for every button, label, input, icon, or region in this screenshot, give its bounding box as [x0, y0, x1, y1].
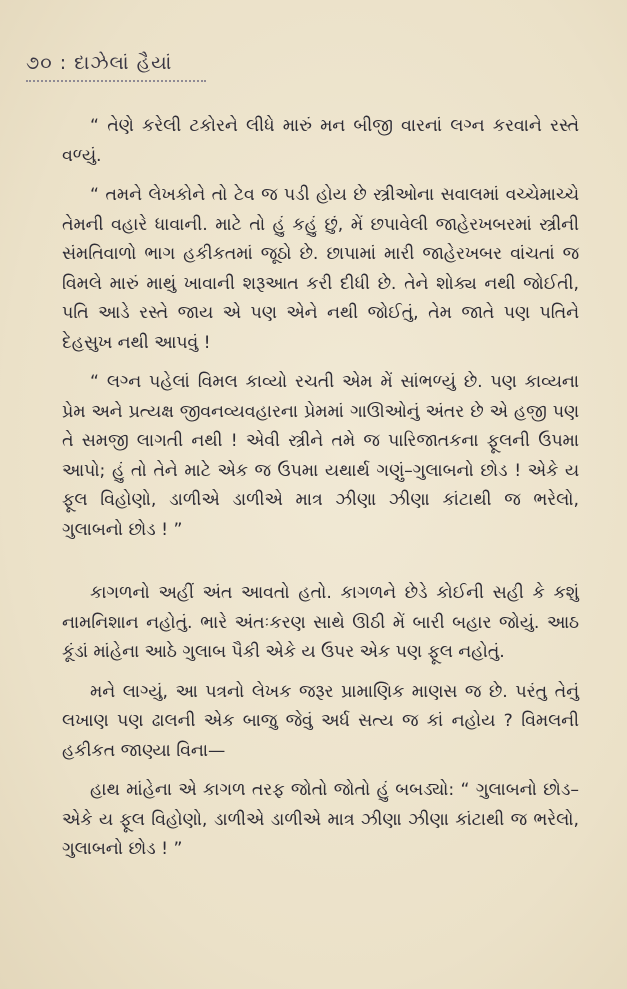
paragraph: “ તેણે કરેલી ટકોરને લીધે મારું મન બીજી વારનાં લગ્ન કરવાને રસ્તે વળ્યું. — [62, 116, 579, 166]
paragraph: “ તમને લેખકોને તો ટેવ જ પડી હોય છે સ્ત્રીઓના સવાલમાં વચ્ચેમાચ્ચે તેમની વહારે ધાવાની. માટે તો હું કહું છું, મેં છપાવેલી જાહેરખબરમાં સ્ત્રીની સંમતિવાળો ભાગ હકીકતમાં જૂઠો છે. છાપામાં મારી જાહેરખબર વાંચતાં જ વિમલે મારું માથું ખાવાની શરૂઆત કરી દીધી છે. તેને શોક્ય નથી જોઈતી, પતિ આડે રસ્તે જાય એ પણ એને નથી જોઈતું, તેમ જાતે પણ પતિને દેહસુખ નથી આપવું ! — [62, 185, 579, 353]
paragraph-gap — [62, 668, 579, 678]
paragraph-gap — [62, 171, 579, 181]
paragraph: “ લગ્ન પહેલાં વિમલ કાવ્યો રચતી એમ મેં સાંભળ્યું છે. પણ કાવ્યના પ્રેમ અને પ્રત્યક્ષ જીવનવ્યવહારના પ્રેમમાં ગાઊઓનું અંતર છે એ હજી પણ તે સમજી લાગતી નથી ! એવી સ્ત્રીને તમે જ પારિજાતકના ફૂલની ઉપમા આપો; હું તો તેને માટે એક જ ઉપમા યથાર્થ ગણું–ગુલાબનો છોડ ! એકે ય ફૂલ વિહોણો, ડાળીએ ડાળીએ માત્ર ઝીણા ઝીણા કાંટાથી જ ભરેલો, ગુલાબનો છોડ ! ” — [62, 372, 579, 540]
page-number: ૭૦ — [26, 52, 53, 74]
section-gap — [62, 545, 579, 579]
header-separator: : — [52, 52, 75, 74]
header-rule — [26, 80, 206, 82]
paragraph: કાગળનો અહીં અંત આવતો હતો. કાગળને છેડે કોઈની સહી કે કશું નામનિશાન નહોતું. ભારે અંતઃકરણ સાથે ઊઠી મેં બારી બહાર જોયું. આઠ કૂંડાં માંહેના આઠે ગુલાબ પૈકી એકે ય ઉપર એક પણ ફૂલ નહોતું. — [62, 583, 579, 662]
running-header — [26, 52, 579, 80]
paragraph: મને લાગ્યું, આ પત્રનો લેખક જરૂર પ્રામાણિક માણસ જ છે. પરંતુ તેનું લખાણ પણ ઢાલની એક બાજુ જેવું અર્ધ સત્ય જ કાં નહોય ? વિમલની હકીકત જાણ્યા વિના— — [62, 681, 579, 761]
running-title: દાઝેલાં હૈયાં — [74, 52, 173, 74]
paragraph: હાથ માંહેના એ કાગળ તરફ જોતો જોતો હું બબડ્યો: “ ગુલાબનો છોડ–એકે ય ફૂલ વિહોણો, ડાળીએ ડાળીએ માત્ર ઝીણા ઝીણા કાંટાથી જ ભરેલો, ગુલાબનો છોડ ! ” — [62, 780, 579, 859]
paragraph-gap — [62, 766, 579, 776]
paragraph-gap — [62, 358, 579, 368]
